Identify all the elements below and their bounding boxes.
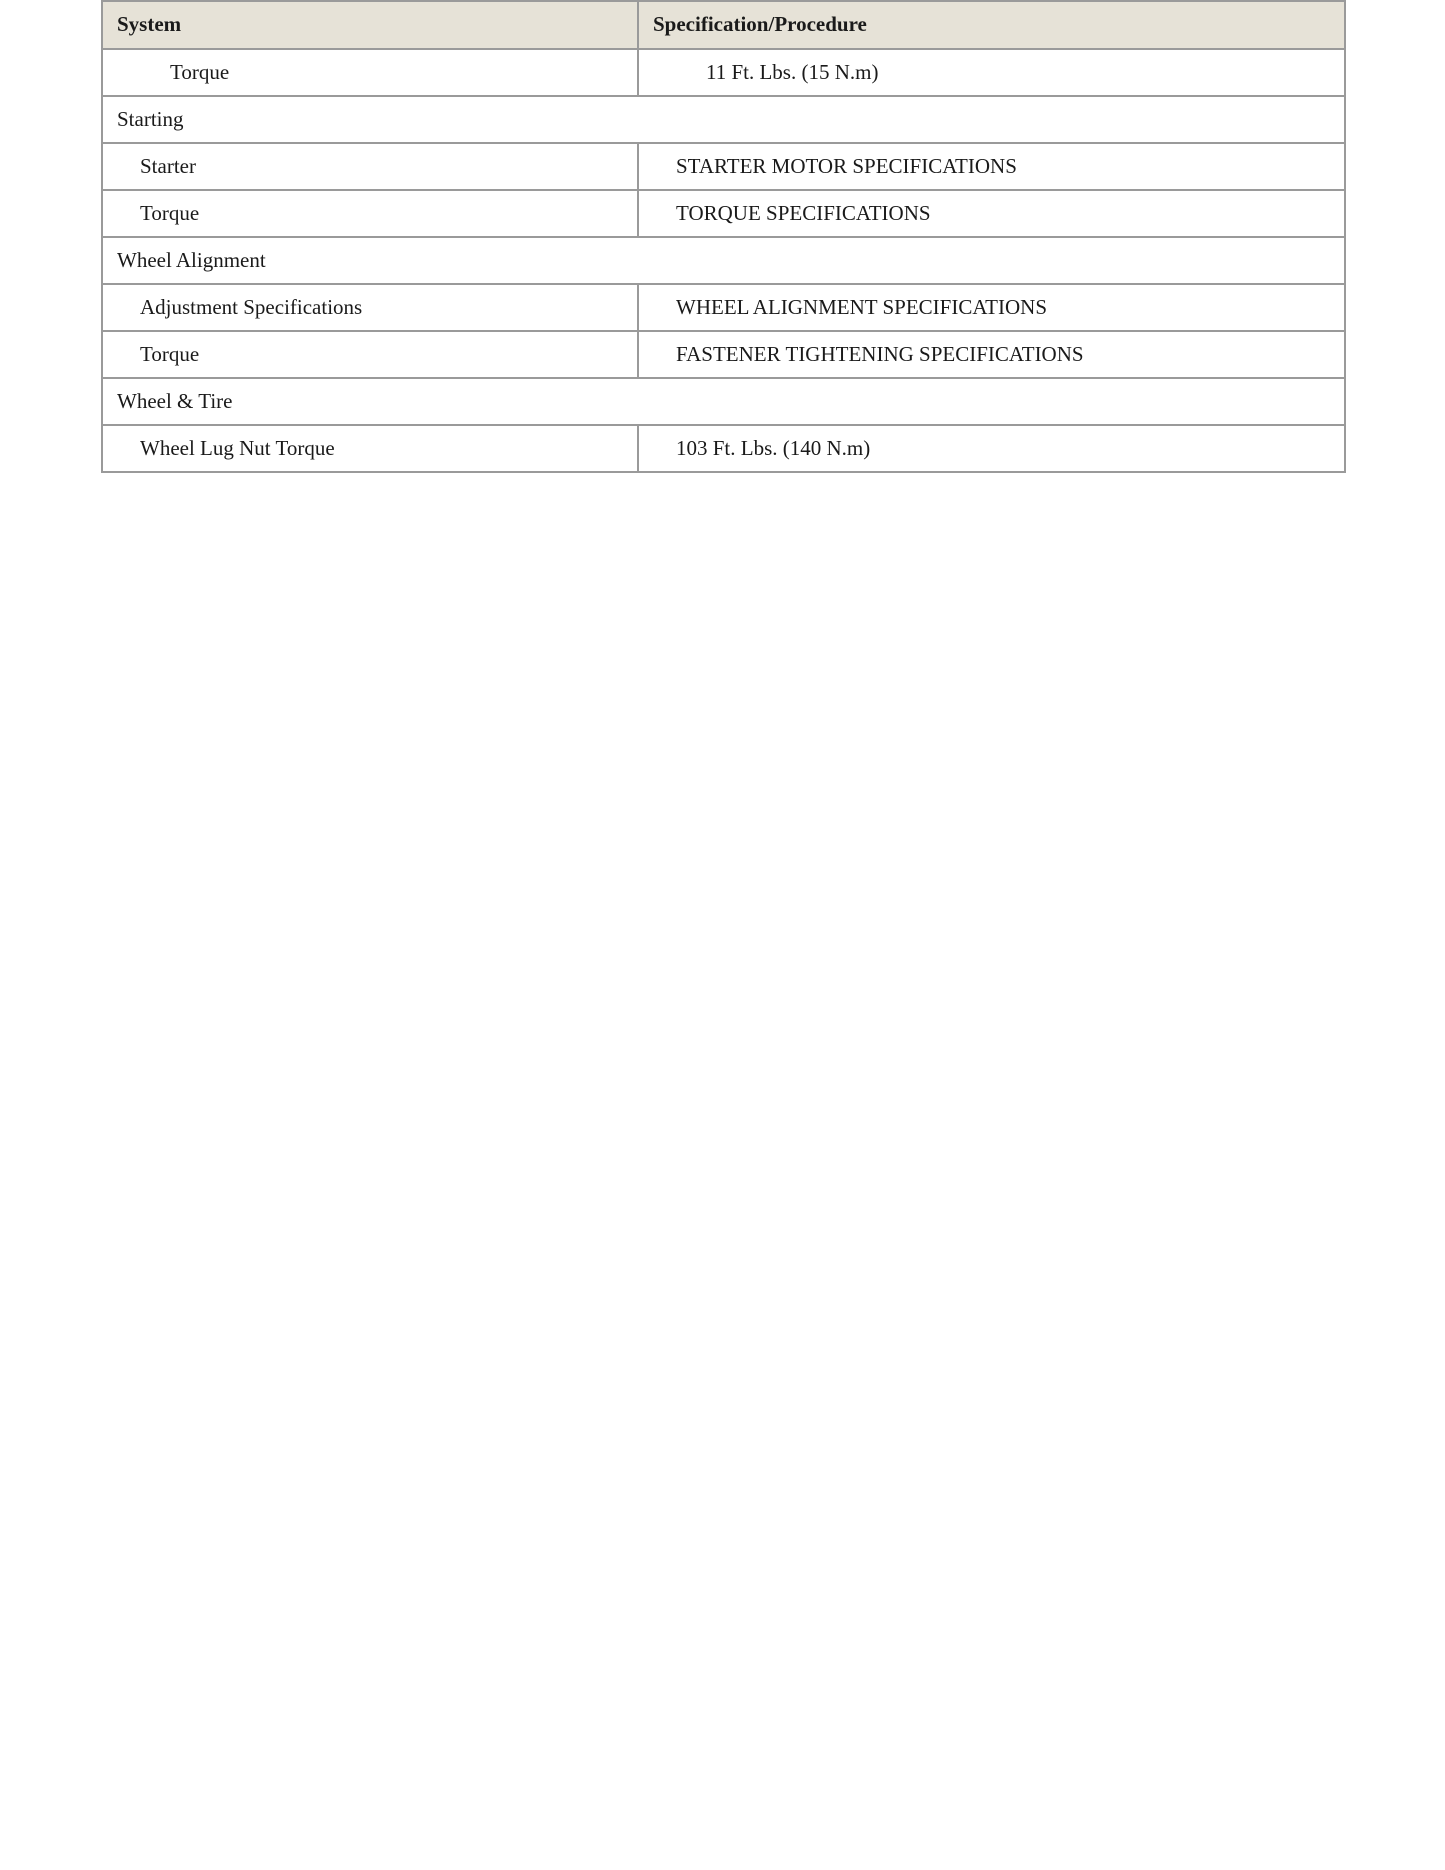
system-cell: Torque xyxy=(102,331,638,378)
spec-cell: STARTER MOTOR SPECIFICATIONS xyxy=(638,143,1345,190)
table-row xyxy=(102,190,1345,237)
section-heading: Wheel Alignment xyxy=(102,237,1345,284)
table-header-row xyxy=(102,1,1345,49)
specification-table xyxy=(101,0,1346,473)
system-cell: Wheel Lug Nut Torque xyxy=(102,425,638,472)
table-row xyxy=(102,331,1345,378)
section-row xyxy=(102,378,1345,425)
system-cell: Torque xyxy=(102,49,638,96)
table-row xyxy=(102,143,1345,190)
system-cell: Torque xyxy=(102,190,638,237)
table-row xyxy=(102,425,1345,472)
column-header-system: System xyxy=(102,1,638,49)
column-header-specification: Specification/Procedure xyxy=(638,1,1345,49)
table-row xyxy=(102,284,1345,331)
system-cell: Starter xyxy=(102,143,638,190)
spec-cell: 11 Ft. Lbs. (15 N.m) xyxy=(638,49,1345,96)
spec-cell: TORQUE SPECIFICATIONS xyxy=(638,190,1345,237)
system-cell: Adjustment Specifications xyxy=(102,284,638,331)
table-row xyxy=(102,49,1345,96)
spec-cell: 103 Ft. Lbs. (140 N.m) xyxy=(638,425,1345,472)
spec-cell: WHEEL ALIGNMENT SPECIFICATIONS xyxy=(638,284,1345,331)
section-heading: Wheel & Tire xyxy=(102,378,1345,425)
section-row xyxy=(102,96,1345,143)
spec-cell: FASTENER TIGHTENING SPECIFICATIONS xyxy=(638,331,1345,378)
section-heading: Starting xyxy=(102,96,1345,143)
section-row xyxy=(102,237,1345,284)
